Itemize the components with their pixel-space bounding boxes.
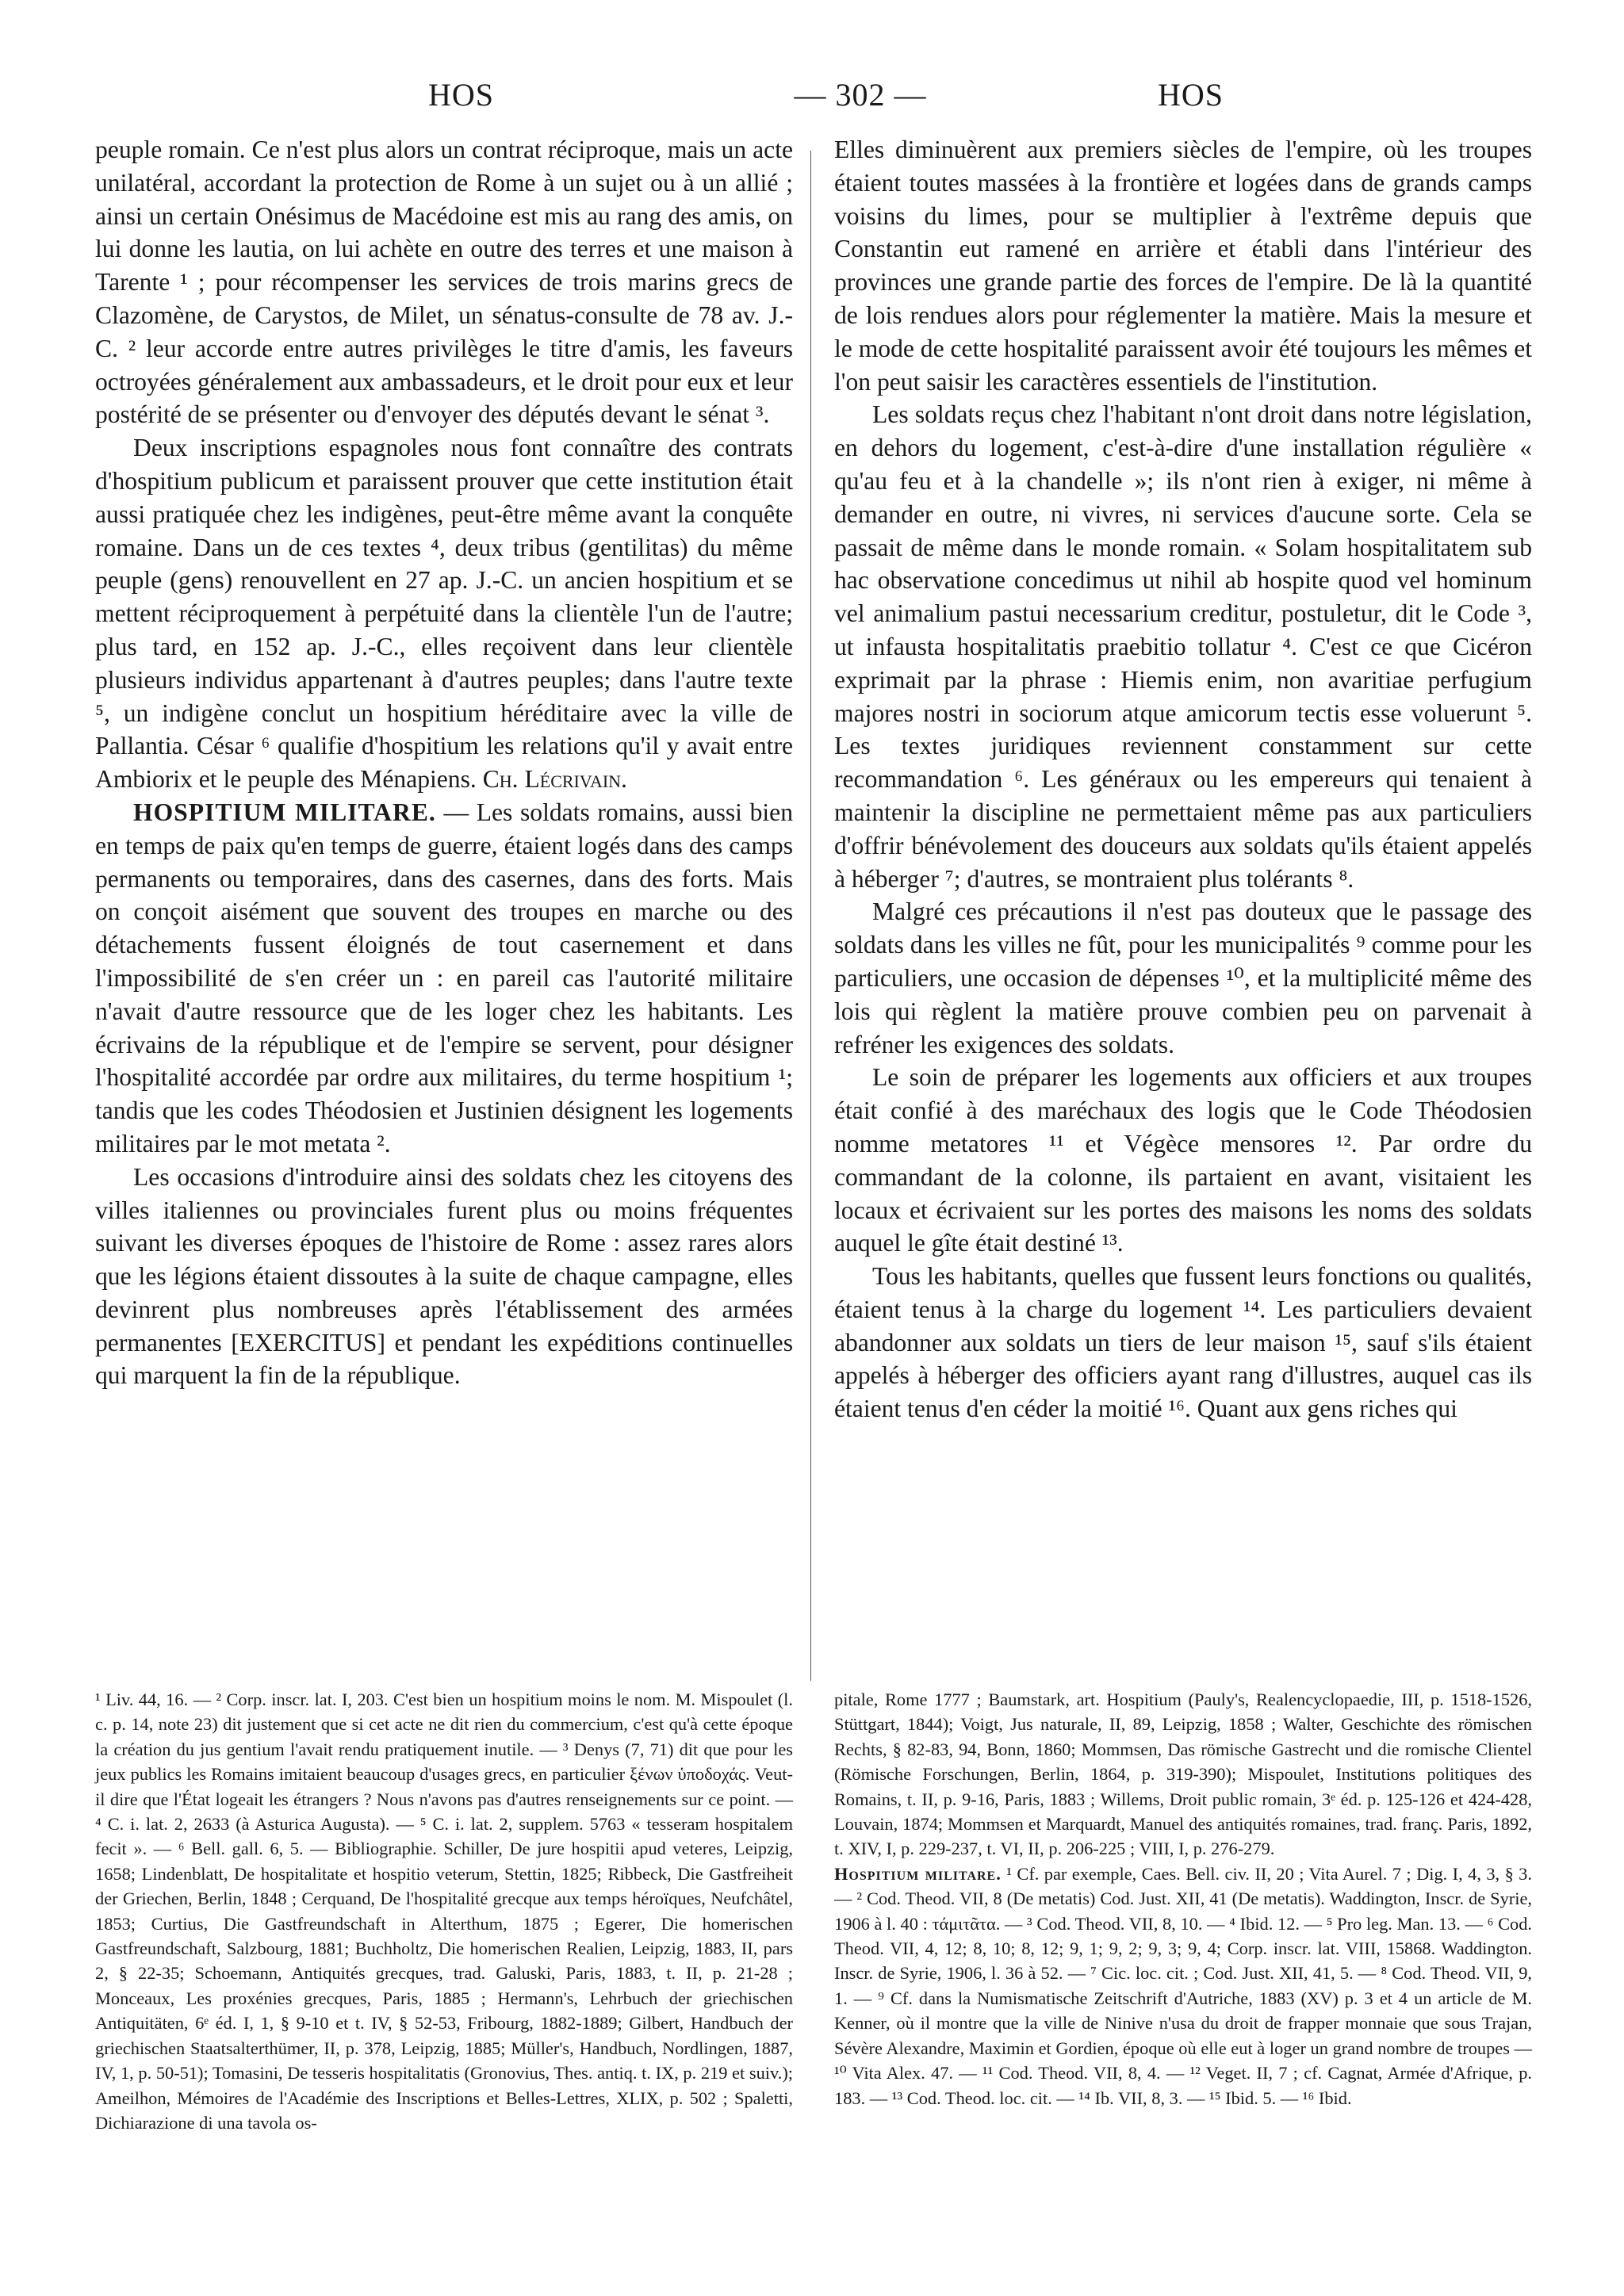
running-head-right: HOS: [1158, 77, 1224, 113]
footnote-text: [834, 1862, 1532, 2110]
paragraph-text: Deux inscriptions espagnoles nous font connaître des contrats d'hospitium publicum et paraissent prouver que cette institution était aussi pratiquée chez les indigènes, peut-être même avant la conquête romaine. Dans un de ces textes ⁴, deux tribus (gentilitas) du même peuple (gens) renouvellent en 27 ap. J.-C. un ancien hospitium et se mettent réciproquement à perpétuité dans la clientèle l'un de l'autre; plus tard, en 152 ap. J.-C., elles reçoivent dans leur clientèle plusieurs individus appartenant à d'autres peuples; dans l'autre texte ⁵, un indigène conclut un hospitium héréditaire avec la ville de Pallantia. César ⁶ qualifie d'hospitium les relations qu'il y avait entre Ambiorix et le peuple des Ménapiens.: [95, 434, 793, 794]
paragraph-text: — Les soldats romains, aussi bien en temps de paix qu'en temps de guerre, étaient logés dans des camps permanents ou temporaires, dans des casernes, dans des forts. Mais on conçoit aisément que souvent des troupes en marche ou des détachements fussent éloignés de tout casernement et dans l'impossibilité de s'en créer un : en pareil cas l'autorité militaire n'avait d'autre ressource que de les loger chez les habitants. Les écrivains de la république et de l'empire se servent, pour désigner l'hospitalité accordée par ordre aux militaires, du terme hospitium ¹; tandis que les codes Théodosien et Justinien désignent les logements militaires par le mot metata ².: [95, 798, 793, 1158]
running-head-left: HOS: [428, 77, 495, 113]
paragraph: [95, 431, 793, 796]
footnote-text: ¹ Liv. 44, 16. — ² Corp. inscr. lat. I, 203. C'est bien un hospitium moins le nom. M. Mispoulet (l. c. p. 14, note 23) dit justement que si cet acte ne dit rien du commercium, c'est qu'à cette époque la création du jus gentium l'avait rendu pratiquement inutile. — ³ Denys (7, 71) dit que pour les jeux publics les Romains imitaient beaucoup d'usages grecs, en particulier ξένων ὑποδοχάς. Veut-il dire que l'État logeait les étrangers ? Nous n'avons pas d'autres renseignements sur ce point. — ⁴ C. i. lat. 2, 2633 (à Asturica Augusta). — ⁵ C. i. lat. 2, supplem. 5763 « tesseram hospitalem fecit ». — ⁶ Bell. gall. 6, 5. — Bibliographie. Schiller, De jure hospitii apud veteres, Leipzig, 1658; Lindenblatt, De hospitalitate et hospitio veterum, Stettin, 1825; Ribbeck, Die Gastfreiheit der Griechen, Berlin, 1848 ; Cerquand, De l'hospitalité grecque aux temps héroïques, Neufchâtel, 1853; Curtius, Die Gastfreundschaft in Alterthum, 1875 ; Egerer, Die homerischen Gastfreundschaft, Salzbourg, 1881; Buchholtz, Die homerischen Realien, Leipzig, 1883, II, pars 2, § 22-35; Schoemann, Antiquités grecques, trad. Galuski, Paris, 1883, t. II, p. 21-28 ; Monceaux, Les proxénies grecques, Paris, 1885 ; Hermann's, Lehrbuch der griechischen Antiquitäten, 6ᵉ éd. I, 1, § 9-10 et t. IV, § 52-53, Fribourg, 1882-1889; Gilbert, Handbuch der griechischen Staatsalterthümer, II, p. 378, Leipzig, 1885; Müller's, Handbuch, Nordlingen, 1887, IV, 1, p. 50-51); Tomasini, De tesseris hospitalitatis (Gronovius, Thes. antiq. t. IX, p. 219 et suiv.); Ameilhon, Mémoires de l'Académie des Inscriptions et Belles-Lettres, XLIX, p. 502 ; Spaletti, Dichiarazione di una tavola os-: [95, 1689, 793, 2133]
paragraph: Tous les habitants, quelles que fussent leurs fonctions ou qualités, étaient tenus à la charge du logement ¹⁴. Les particuliers devaient abandonner aux soldats un tiers de leur maison ¹⁵, sauf s'ils étaient appelés à héberger des officiers ayant rang d'illustres, auquel cas ils étaient tenus d'en céder la moitié ¹⁶. Quant aux gens riches qui: [834, 1262, 1532, 1423]
paragraph: Les soldats reçus chez l'habitant n'ont droit dans notre législation, en dehors du logement, c'est-à-dire d'une installation régulière « qu'au feu et à la chandelle »; ils n'ont rien à exiger, ni même à demander en outre, ni vivres, ni services d'aucune sorte. Cela se passait de même dans le monde romain. « Solam hospitalitatem sub hac observatione concedimus ut nihil ab hospite quod vel hominum vel animalium pastui necessarium creditur, postuletur, dit le Code ³, ut infausta hospitalitatis praebitio tollatur ⁴. C'est ce que Cicéron exprimait par la phrase : Hiemis enim, non avaritiae perfugium majores nostri in sociorum atque amicorum tectis esse voluerunt ⁵. Les textes juridiques reviennent constamment sur cette recommandation ⁶. Les généraux ou les empereurs qui tenaient à maintenir la discipline ne permettaient même pas aux particuliers d'offrir bénévolement des douceurs aux soldats qu'ils étaient appelés à héberger ⁷; d'autres, se montraient plus tolérants ⁸.: [834, 400, 1532, 893]
page-number: — 302 —: [794, 77, 927, 113]
paragraph: [95, 796, 793, 1161]
paragraph: Les occasions d'introduire ainsi des soldats chez les citoyens des villes italiennes ou provinciales furent plus ou moins fréquentes suivant les diverses époques de l'histoire de Rome : assez rares alors que les légions étaient dissoutes à la suite de chaque campagne, elles devinrent plus nombreuses après l'établissement des armées permanentes [EXERCITUS] et pendant les expéditions continuelles qui marquent la fin de la république.: [95, 1162, 793, 1390]
paragraph: Malgré ces précautions il n'est pas douteux que le passage des soldats dans les villes ne fût, pour les municipalités ⁹ comme pour les particuliers, une occasion de dépenses ¹⁰, et la multiplicité même des lois qui règlent la matière prouve combien peu on parvenait à refréner les exigences des soldats.: [834, 897, 1532, 1058]
paragraph: Elles diminuèrent aux premiers siècles de l'empire, où les troupes étaient toutes massées à la frontière et logées dans de grands camps voisins du limes, pour se multiplier à l'extrême depuis que Constantin eut ramené en arrière et établi dans l'intérieur des provinces une grande partie des forces de l'empire. De là la quantité de lois rendues alors pour réglementer la matière. Mais la mesure et le mode de cette hospitalité paraissent avoir été toujours les mêmes et l'on peut saisir les caractères essentiels de l'institution.: [834, 136, 1532, 396]
footnotes-right: [834, 1687, 1532, 2110]
column-divider: [810, 151, 811, 1681]
right-column: [834, 133, 1532, 1425]
footnote-lemma: Hospitium militare.: [834, 1863, 1002, 1884]
footnote-text: pitale, Rome 1777 ; Baumstark, art. Hospitium (Pauly's, Realencyclopaedie, III, p. 1518-1526, Stüttgart, 1844); Voigt, Jus naturale, II, 89, Leipzig, 1858 ; Walter, Geschichte des römischen Rechts, § 82-83, 94, Bonn, 1860; Mommsen, Das römische Gastrecht und die romische Clientel (Römische Forschungen, Berlin, 1864, p. 319-390); Mispoulet, Institutions politiques des Romains, t. II, p. 9-16, Paris, 1883 ; Willems, Droit public romain, 3ᵉ éd. p. 125-126 et 424-428, Louvain, 1874; Mommsen et Marquardt, Manuel des antiquités romaines, trad. franç. Paris, 1892, t. XIV, I, p. 229-237, t. VI, II, p. 206-225 ; VIII, I, p. 276-279.: [834, 1689, 1532, 1859]
paragraph: peuple romain. Ce n'est plus alors un contrat réciproque, mais un acte unilatéral, accordant la protection de Rome à un sujet ou à un allié ; ainsi un certain Onésimus de Macédoine est mis au rang des amis, on lui donne les lautia, on lui achète en outre des terres et une maison à Tarente ¹ ; pour récompenser les services de trois marins grecs de Clazomène, de Carystos, de Milet, un sénatus-consulte de 78 av. J.-C. ² leur accorde entre autres privilèges le titre d'amis, les faveurs octroyées généralement aux ambassadeurs, et le droit pour eux et leur postérité de se présenter ou d'envoyer des députés devant le sénat ³.: [95, 136, 793, 429]
entry-lemma: HOSPITIUM MILITARE.: [133, 798, 436, 826]
paragraph: Le soin de préparer les logements aux officiers et aux troupes était confié à des maréchaux des logis que le Code Théodosien nomme metatores ¹¹ et Végèce mensores ¹². Par ordre du commandant de la colonne, ils partaient en avant, visitaient les locaux et écrivaient sur les portes des maisons les noms des soldats auquel le gîte était destiné ¹³.: [834, 1063, 1532, 1257]
left-column: [95, 133, 793, 1392]
footnotes-left: [95, 1687, 793, 2135]
footnote-body: ¹ Cf. par exemple, Caes. Bell. civ. II, 20 ; Vita Aurel. 7 ; Dig. I, 4, 3, § 3. — ² Cod. Theod. VII, 8 (De metatis) Cod. Just. XII, 41 (De metatis). Waddington, Inscr. de Syrie, 1906 à l. 40 : τάμιτᾶτα. — ³ Cod. Theod. VII, 8, 10. — ⁴ Ibid. 12. — ⁵ Pro leg. Man. 13. — ⁶ Cod. Theod. VII, 4, 12; 8, 10; 8, 12; 9, 1; 9, 2; 9, 3; 9, 4; Corp. inscr. lat. VIII, 15868. Waddington. Inscr. de Syrie, 1906, l. 36 à 52. — ⁷ Cic. loc. cit. ; Cod. Just. XII, 41, 5. — ⁸ Cod. Theod. VII, 9, 1. — ⁹ Cf. dans la Numismatische Zeitschrift d'Autriche, 1883 (XV) p. 3 et 4 un article de M. Kenner, où il montre que la ville de Ninive n'usa du droit de frapper monnaie que sous Trajan, Sévère Alexandre, Maximin et Gordien, époque où elle eut à loger un grand nombre de troupes — ¹⁰ Vita Alex. 47. — ¹¹ Cod. Theod. VII, 8, 4. — ¹² Veget. II, 7 ; cf. Cagnat, Armée d'Afrique, p. 183. — ¹³ Cod. Theod. loc. cit. — ¹⁴ Ib. VII, 8, 3. — ¹⁵ Ibid. 5. — ¹⁶ Ibid.: [834, 1863, 1532, 2108]
author-signature: Ch. Lécrivain.: [482, 765, 627, 794]
page-header: [95, 76, 1529, 124]
